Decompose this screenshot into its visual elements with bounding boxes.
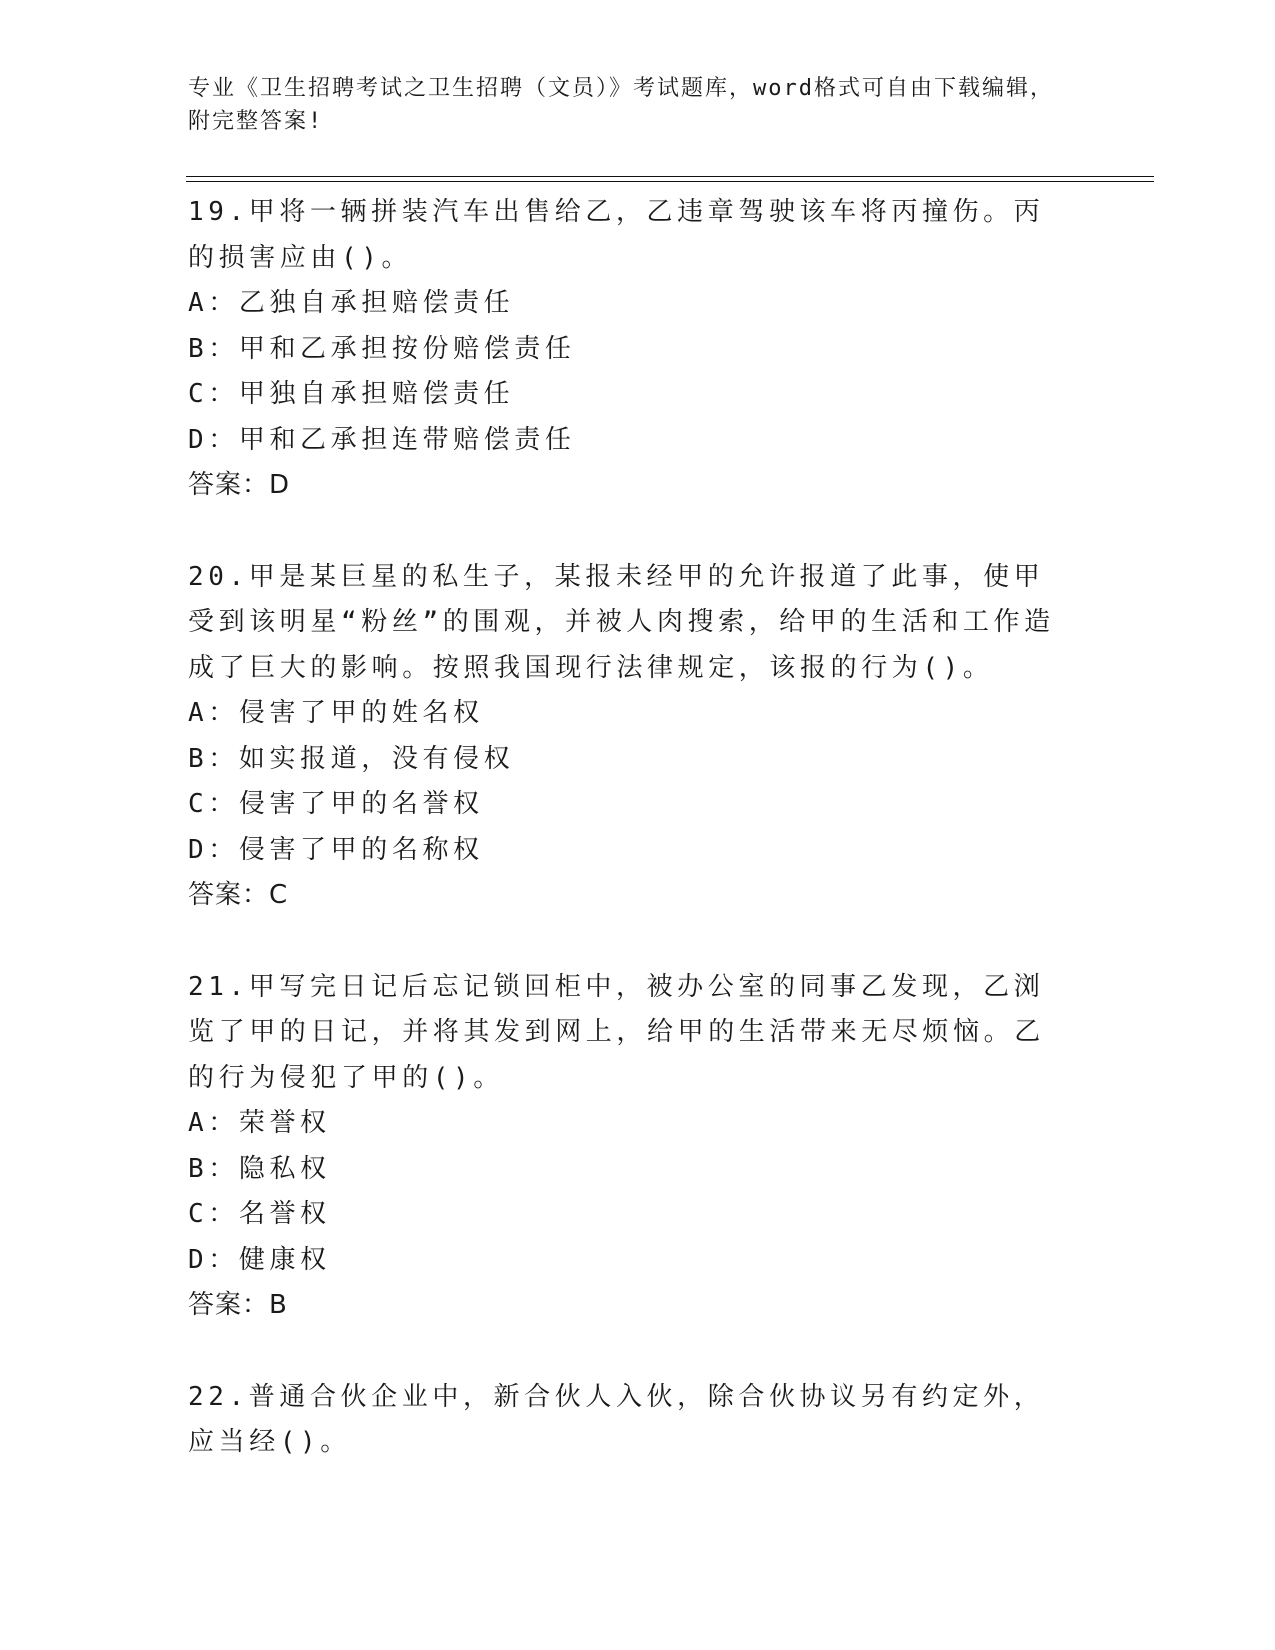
- option-b: B：隐私权: [188, 1153, 331, 1184]
- question-spacer: [188, 919, 1088, 965]
- question-19: [188, 190, 1088, 509]
- option-d: D：甲和乙承担连带赔偿责任: [188, 424, 576, 455]
- question-22: [188, 1375, 1088, 1466]
- option-b: B：如实报道，没有侵权: [188, 743, 515, 774]
- question-spacer: [188, 1329, 1088, 1375]
- document-header: 专业《卫生招聘考试之卫生招聘（文员）》考试题库，word格式可自由下载编辑，附完整答案!: [188, 76, 1054, 134]
- option-d: D：侵害了甲的名称权: [188, 834, 484, 865]
- option-a: A：侵害了甲的姓名权: [188, 698, 484, 728]
- option-d: D：健康权: [188, 1244, 331, 1275]
- option-c: C：甲独自承担赔偿责任: [188, 379, 515, 409]
- answer-line: 答案：B: [188, 1290, 288, 1320]
- option-c: C：侵害了甲的名誉权: [188, 789, 484, 819]
- option-a: A：荣誉权: [188, 1108, 331, 1138]
- answer-line: 答案：C: [188, 880, 289, 910]
- answer-line: 答案：D: [188, 470, 291, 500]
- question-stem: 20.甲是某巨星的私生子，某报未经甲的允许报道了此事，使甲受到该明星“粉丝”的围观，并被人肉搜索，给甲的生活和工作造成了巨大的影响。按照我国现行法律规定，该报的行为()。: [188, 561, 1055, 683]
- question-spacer: [188, 509, 1088, 555]
- header-rule-top: [186, 176, 1154, 177]
- header-rule-bottom: [186, 181, 1154, 182]
- option-b: B：甲和乙承担按份赔偿责任: [188, 333, 576, 364]
- question-stem: 22.普通合伙企业中，新合伙人入伙，除合伙协议另有约定外，应当经()。: [188, 1381, 1045, 1457]
- question-stem: 21.甲写完日记后忘记锁回柜中，被办公室的同事乙发现，乙浏览了甲的日记，并将其发到网上，给甲的生活带来无尽烦恼。乙的行为侵犯了甲的()。: [188, 971, 1045, 1093]
- option-c: C：名誉权: [188, 1199, 331, 1229]
- question-20: [188, 555, 1088, 919]
- question-stem: 19.甲将一辆拼装汽车出售给乙，乙违章驾驶该车将丙撞伤。丙的损害应由()。: [188, 197, 1045, 273]
- option-a: A：乙独自承担赔偿责任: [188, 288, 515, 318]
- question-list: [188, 190, 1088, 1466]
- question-21: [188, 965, 1088, 1329]
